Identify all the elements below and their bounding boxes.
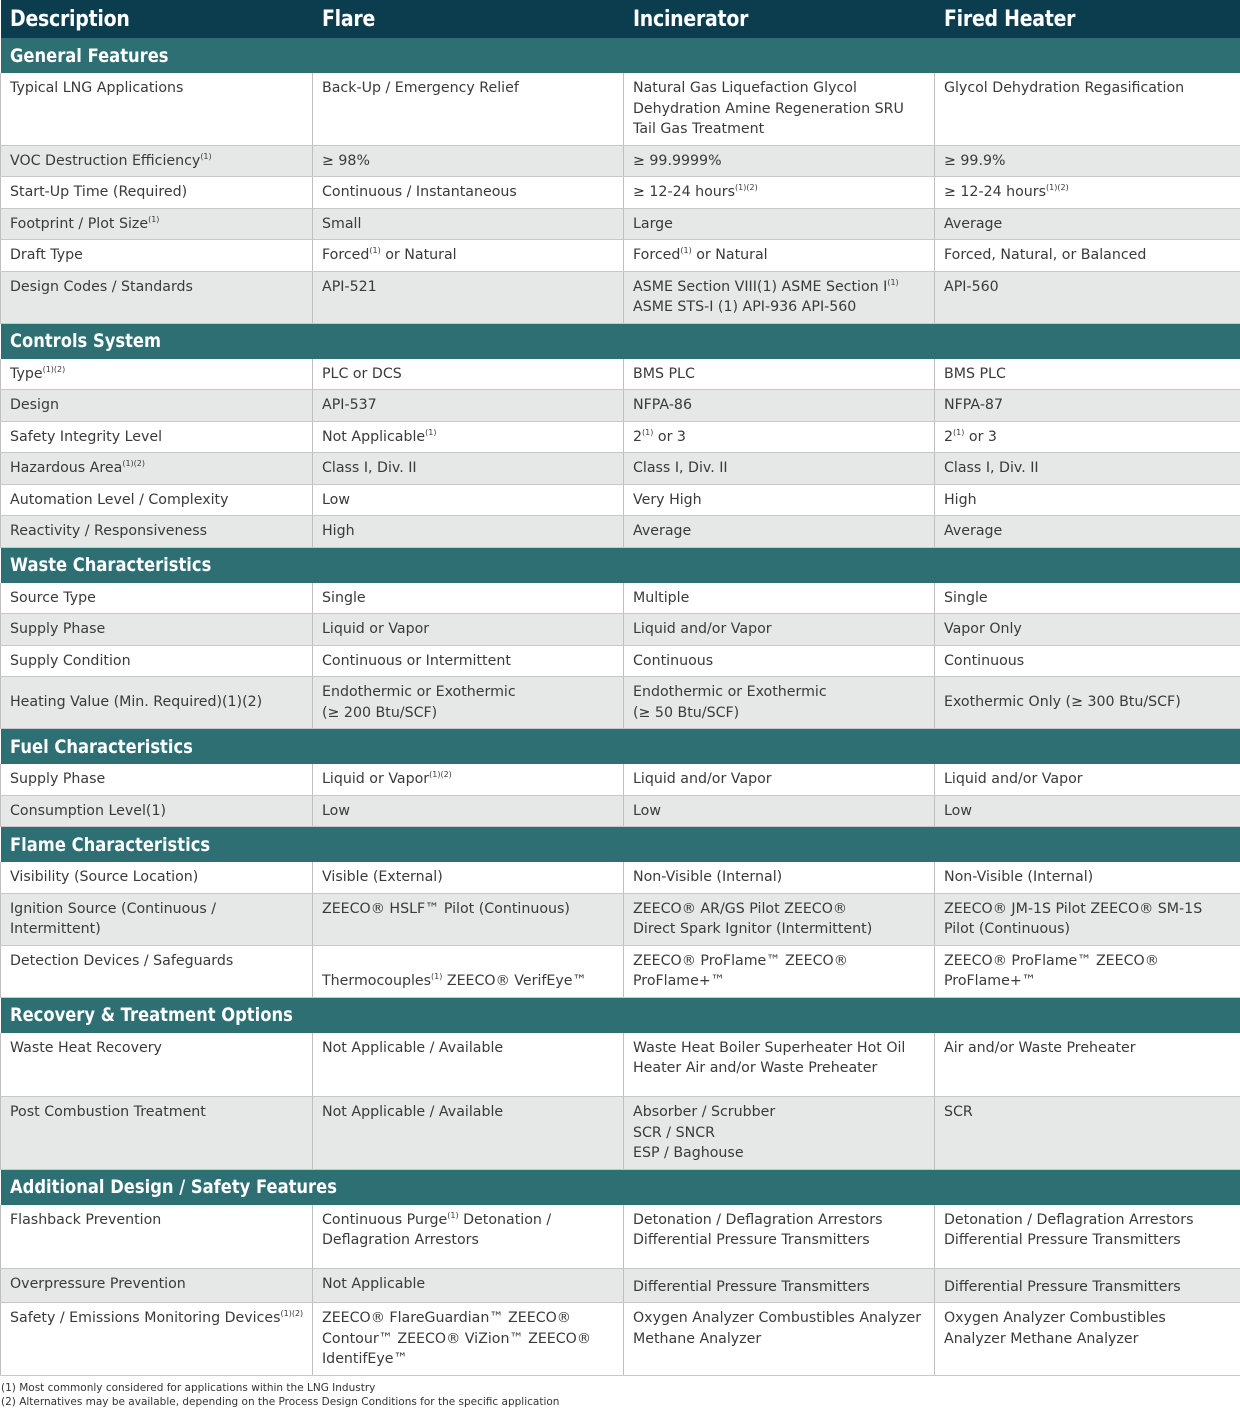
fired-heater-cell: NFPA-87 [935,390,1240,422]
table-row [1,390,1240,422]
flare-cell: Low [313,484,624,516]
row-label: Waste Heat Recovery [1,1033,313,1097]
incinerator-cell: Waste Heat Boiler Superheater Hot Oil Heater Air and/or Waste Preheater [624,1033,935,1097]
table-row [1,677,1240,729]
incinerator-cell: Natural Gas Liquefaction Glycol Dehydration Amine Regeneration SRU Tail Gas Treatment [624,73,935,145]
flare-cell: Not Applicable$^{(1)}$ [313,421,624,453]
flare-cell: Liquid or Vapor$^{(1)(2)}$ [313,764,624,795]
section-flame-characteristics [1,827,1240,863]
flare-cell: Not Applicable [313,1269,624,1303]
header-incinerator: Incinerator [624,0,935,38]
flare-cell: Thermocouples$^{(1)}$ ZEECO® VerifEye™ [313,945,624,997]
section-title: General Features [1,38,1240,73]
fired-heater-cell: Vapor Only [935,614,1240,646]
flare-cell: Not Applicable / Available [313,1033,624,1097]
row-label: Heating Value (Min. Required)(1)(2) [1,677,313,729]
fired-heater-cell: Average [935,516,1240,548]
incinerator-cell: Liquid and/or Vapor [624,614,935,646]
fired-heater-cell: Air and/or Waste Preheater [935,1033,1240,1097]
section-title: Waste Characteristics [1,547,1240,583]
row-label: Ignition Source (Continuous / Intermittent) [1,893,313,945]
flare-cell: PLC or DCS [313,359,624,390]
footnotes [0,1376,1240,1409]
fired-heater-cell: Forced, Natural, or Balanced [935,240,1240,272]
fired-heater-cell: Continuous [935,645,1240,677]
incinerator-cell: Class I, Div. II [624,453,935,485]
flare-cell: Small [313,208,624,240]
flare-cell: Visible (External) [313,862,624,893]
row-label: Draft Type [1,240,313,272]
flare-cell: ≥ 98% [313,145,624,177]
table-row [1,73,1240,145]
table-row [1,1205,1240,1269]
row-label: Reactivity / Responsiveness [1,516,313,548]
row-label: Flashback Prevention [1,1205,313,1269]
flare-cell: Continuous Purge$^{(1)}$ Detonation / Deflagration Arrestors [313,1205,624,1269]
incinerator-cell: ASME Section VIII(1) ASME Section $I^{(1)}$ ASME STS-I (1) API-936 API-560 [624,271,935,323]
fired-heater-cell: SCR [935,1097,1240,1170]
fired-heater-cell: API-560 [935,271,1240,323]
table-row [1,516,1240,548]
row-label: Safety Integrity Level [1,421,313,453]
section-title: Flame Characteristics [1,827,1240,863]
fired-heater-cell: Glycol Dehydration Regasification [935,73,1240,145]
fired-heater-cell: ≥ 12-24 hours$^{(1)(2)}$ [935,177,1240,209]
flare-cell: API-521 [313,271,624,323]
fired-heater-cell: ZEECO® JM-1S Pilot ZEECO® SM-1S Pilot (Continuous) [935,893,1240,945]
flare-cell: Class I, Div. II [313,453,624,485]
incinerator-cell: Low [624,795,935,827]
table-row [1,862,1240,893]
table-row [1,421,1240,453]
fired-heater-cell: Class I, Div. II [935,453,1240,485]
table-row [1,945,1240,997]
flare-cell: High [313,516,624,548]
table-row [1,208,1240,240]
table-row [1,177,1240,209]
header-fired-heater: Fired Heater [935,0,1240,38]
row-label: Supply Phase [1,614,313,646]
table-row [1,359,1240,390]
fired-heater-cell: Average [935,208,1240,240]
incinerator-cell: Non-Visible (Internal) [624,862,935,893]
section-recovery-treatment [1,997,1240,1033]
row-label: VOC Destruction Efficiency$^{(1)}$ [1,145,313,177]
flare-cell: Continuous / Instantaneous [313,177,624,209]
row-label: Design Codes / Standards [1,271,313,323]
incinerator-cell: 2$^{(1)}$ or 3 [624,421,935,453]
incinerator-cell: ZEECO® ProFlame™ ZEECO® ProFlame+™ [624,945,935,997]
fired-heater-cell: ≥ 99.9% [935,145,1240,177]
table-row [1,1269,1240,1303]
flare-cell: ZEECO® HSLF™ Pilot (Continuous) [313,893,624,945]
incinerator-cell: Oxygen Analyzer Combustibles Analyzer Methane Analyzer [624,1303,935,1376]
row-label: Type$^{(1)(2)}$ [1,359,313,390]
table-row [1,893,1240,945]
fired-heater-cell: Oxygen Analyzer Combustibles Analyzer Methane Analyzer [935,1303,1240,1376]
fired-heater-cell: Exothermic Only (≥ 300 Btu/SCF) [935,677,1240,729]
flare-cell: ZEECO® FlareGuardian™ ZEECO® Contour™ ZEECO® ViZion™ ZEECO® IdentifEye™ [313,1303,624,1376]
incinerator-cell: Continuous [624,645,935,677]
footnote-2: (2) Alternatives may be available, depending on the Process Design Conditions for the specific application [1,1395,1240,1409]
section-fuel-characteristics [1,729,1240,765]
fired-heater-cell: Differential Pressure Transmitters [935,1269,1240,1303]
table-row [1,645,1240,677]
header-flare: Flare [313,0,624,38]
fired-heater-cell: Liquid and/or Vapor [935,764,1240,795]
flare-cell: Forced$^{(1)}$ or Natural [313,240,624,272]
table-row [1,1303,1240,1376]
table-row [1,764,1240,795]
incinerator-cell: Detonation / Deflagration Arrestors Differential Pressure Transmitters [624,1205,935,1269]
fired-heater-cell: Detonation / Deflagration Arrestors Differential Pressure Transmitters [935,1205,1240,1269]
incinerator-cell: Multiple [624,583,935,614]
section-waste-characteristics [1,547,1240,583]
row-label: Automation Level / Complexity [1,484,313,516]
row-label: Start-Up Time (Required) [1,177,313,209]
incinerator-cell: Very High [624,484,935,516]
section-title: Recovery & Treatment Options [1,997,1240,1033]
incinerator-cell: Liquid and/or Vapor [624,764,935,795]
table-row [1,795,1240,827]
table-row [1,145,1240,177]
flare-cell: Endothermic or Exothermic (≥ 200 Btu/SCF) [313,677,624,729]
row-label: Supply Phase [1,764,313,795]
fired-heater-cell: Low [935,795,1240,827]
incinerator-cell: Large [624,208,935,240]
incinerator-cell: ≥ 99.9999% [624,145,935,177]
flare-cell: Back-Up / Emergency Relief [313,73,624,145]
flare-cell: Low [313,795,624,827]
section-title: Controls System [1,323,1240,359]
table-row [1,271,1240,323]
fired-heater-cell: BMS PLC [935,359,1240,390]
row-label: Typical LNG Applications [1,73,313,145]
incinerator-cell: Forced$^{(1)}$ or Natural [624,240,935,272]
row-label: Consumption Level(1) [1,795,313,827]
row-label: Visibility (Source Location) [1,862,313,893]
row-label: Source Type [1,583,313,614]
fired-heater-cell: Non-Visible (Internal) [935,862,1240,893]
footnote-1: (1) Most commonly considered for applications within the LNG Industry [1,1381,1240,1395]
row-label: Post Combustion Treatment [1,1097,313,1170]
fired-heater-cell: ZEECO® ProFlame™ ZEECO® ProFlame+™ [935,945,1240,997]
flare-cell: Not Applicable / Available [313,1097,624,1170]
table-row [1,484,1240,516]
header-description: Description [1,0,313,38]
table-row [1,453,1240,485]
incinerator-cell: NFPA-86 [624,390,935,422]
row-label: Safety / Emissions Monitoring Devices$^{(1)(2)}$ [1,1303,313,1376]
section-title: Fuel Characteristics [1,729,1240,765]
header-row [1,0,1240,38]
incinerator-cell: ZEECO® AR/GS Pilot ZEECO® Direct Spark Ignitor (Intermittent) [624,893,935,945]
table-row [1,583,1240,614]
incinerator-cell: BMS PLC [624,359,935,390]
incinerator-cell: Average [624,516,935,548]
row-label: Supply Condition [1,645,313,677]
table-row [1,1033,1240,1097]
flare-cell: Liquid or Vapor [313,614,624,646]
fired-heater-cell: Single [935,583,1240,614]
incinerator-cell: ≥ 12-24 hours$^{(1)(2)}$ [624,177,935,209]
flare-cell: API-537 [313,390,624,422]
section-additional-design-safety [1,1169,1240,1205]
flare-cell: Continuous or Intermittent [313,645,624,677]
row-label: Overpressure Prevention [1,1269,313,1303]
fired-heater-cell: 2$^{(1)}$ or 3 [935,421,1240,453]
row-label: Footprint / Plot Size$^{(1)}$ [1,208,313,240]
flare-cell: Single [313,583,624,614]
incinerator-cell: Endothermic or Exothermic (≥ 50 Btu/SCF) [624,677,935,729]
section-title: Additional Design / Safety Features [1,1169,1240,1205]
row-label: Detection Devices / Safeguards [1,945,313,997]
section-controls-system [1,323,1240,359]
row-label: Design [1,390,313,422]
table-row [1,614,1240,646]
incinerator-cell: Differential Pressure Transmitters [624,1269,935,1303]
incinerator-cell: Absorber / Scrubber SCR / SNCR ESP / Baghouse [624,1097,935,1170]
table-row [1,240,1240,272]
section-general-features [1,38,1240,73]
table-row [1,1097,1240,1170]
row-label: Hazardous Area$^{(1)(2)}$ [1,453,313,485]
fired-heater-cell: High [935,484,1240,516]
